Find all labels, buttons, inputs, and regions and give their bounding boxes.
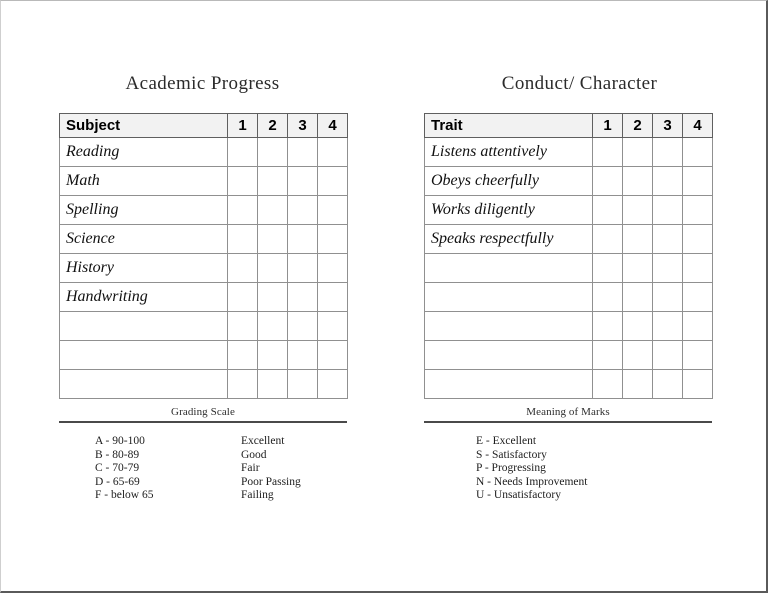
table-row bbox=[425, 283, 713, 312]
meaning-of-marks-items bbox=[424, 435, 712, 503]
legend-item: N - Needs Improvement bbox=[476, 475, 588, 488]
mark-cell-term-4[interactable] bbox=[683, 138, 713, 167]
mark-cell-term-3[interactable] bbox=[288, 138, 318, 167]
mark-cell-term-4[interactable] bbox=[318, 225, 348, 254]
mark-cell-term-1[interactable] bbox=[228, 312, 258, 341]
column-header-trait: Trait bbox=[425, 114, 593, 138]
mark-cell-term-3[interactable] bbox=[288, 225, 318, 254]
mark-cell-term-2[interactable] bbox=[258, 312, 288, 341]
mark-cell-term-4[interactable] bbox=[318, 370, 348, 399]
table-row bbox=[425, 341, 713, 370]
conduct-character-table bbox=[424, 113, 713, 399]
mark-cell-term-3[interactable] bbox=[653, 312, 683, 341]
academic-progress-table bbox=[59, 113, 348, 399]
mark-cell-term-2[interactable] bbox=[623, 138, 653, 167]
mark-cell-term-3[interactable] bbox=[288, 312, 318, 341]
table-row bbox=[60, 312, 348, 341]
table-row bbox=[60, 167, 348, 196]
trait-label-empty[interactable] bbox=[425, 341, 593, 370]
column-header-term-3: 3 bbox=[288, 114, 318, 138]
table-row bbox=[425, 312, 713, 341]
mark-cell-term-3[interactable] bbox=[653, 138, 683, 167]
subject-label-empty[interactable] bbox=[60, 341, 228, 370]
mark-cell-term-3[interactable] bbox=[653, 370, 683, 399]
column-header-term-4: 4 bbox=[683, 114, 713, 138]
grade-value: Good bbox=[241, 448, 267, 461]
legend-item bbox=[95, 462, 347, 476]
mark-cell-term-1[interactable] bbox=[228, 138, 258, 167]
mark-cell-term-2[interactable] bbox=[623, 225, 653, 254]
mark-cell-term-4[interactable] bbox=[318, 167, 348, 196]
column-header-subject: Subject bbox=[60, 114, 228, 138]
subject-label: Spelling bbox=[60, 196, 228, 225]
mark-cell-term-1[interactable] bbox=[228, 196, 258, 225]
mark-cell-term-4[interactable] bbox=[318, 254, 348, 283]
mark-cell-term-3[interactable] bbox=[653, 283, 683, 312]
table-row bbox=[60, 254, 348, 283]
grade-value: Failing bbox=[241, 489, 274, 501]
trait-label-empty[interactable] bbox=[425, 370, 593, 399]
mark-cell-term-1[interactable] bbox=[593, 370, 623, 399]
section-title-academic-progress: Academic Progress bbox=[125, 73, 280, 94]
mark-cell-term-1[interactable] bbox=[228, 370, 258, 399]
mark-cell-term-4[interactable] bbox=[683, 167, 713, 196]
mark-cell-term-1[interactable] bbox=[593, 283, 623, 312]
mark-cell-term-2[interactable] bbox=[623, 312, 653, 341]
trait-label-empty[interactable] bbox=[425, 283, 593, 312]
mark-cell-term-3[interactable] bbox=[653, 167, 683, 196]
table-header-row bbox=[425, 114, 713, 138]
column-header-term-2: 2 bbox=[623, 114, 653, 138]
mark-cell-term-3[interactable] bbox=[653, 341, 683, 370]
table-row bbox=[60, 283, 348, 312]
mark-cell-term-2[interactable] bbox=[623, 283, 653, 312]
table-row bbox=[425, 370, 713, 399]
mark-cell-term-2[interactable] bbox=[623, 196, 653, 225]
mark-cell-term-2[interactable] bbox=[623, 167, 653, 196]
mark-cell-term-4[interactable] bbox=[683, 283, 713, 312]
table-row bbox=[425, 138, 713, 167]
table-row bbox=[425, 167, 713, 196]
mark-cell-term-4[interactable] bbox=[318, 341, 348, 370]
mark-cell-term-4[interactable] bbox=[683, 370, 713, 399]
table-row bbox=[60, 370, 348, 399]
grade-value: Fair bbox=[241, 462, 260, 474]
grading-scale-title: Grading Scale bbox=[171, 406, 235, 418]
mark-cell-term-2[interactable] bbox=[258, 225, 288, 254]
legend-item bbox=[95, 476, 347, 490]
mark-cell-term-2[interactable] bbox=[258, 138, 288, 167]
column-header-term-2: 2 bbox=[258, 114, 288, 138]
mark-cell-term-2[interactable] bbox=[623, 341, 653, 370]
mark-cell-term-2[interactable] bbox=[258, 283, 288, 312]
mark-cell-term-3[interactable] bbox=[288, 370, 318, 399]
mark-cell-term-4[interactable] bbox=[683, 254, 713, 283]
mark-cell-term-2[interactable] bbox=[258, 370, 288, 399]
mark-cell-term-4[interactable] bbox=[318, 196, 348, 225]
mark-cell-term-1[interactable] bbox=[228, 341, 258, 370]
mark-cell-term-4[interactable] bbox=[683, 225, 713, 254]
subject-label: Reading bbox=[60, 138, 228, 167]
mark-cell-term-1[interactable] bbox=[593, 196, 623, 225]
meaning-of-marks-divider bbox=[424, 421, 712, 423]
grading-scale-items bbox=[59, 435, 347, 503]
mark-cell-term-1[interactable] bbox=[228, 283, 258, 312]
grade-key: F - below 65 bbox=[95, 489, 154, 501]
grade-key: B - 80-89 bbox=[95, 448, 140, 461]
table-row bbox=[60, 196, 348, 225]
section-title-conduct-character: Conduct/ Character bbox=[501, 73, 658, 94]
mark-cell-term-4[interactable] bbox=[683, 341, 713, 370]
meaning-of-marks-legend bbox=[424, 405, 712, 503]
column-header-term-1: 1 bbox=[228, 114, 258, 138]
legend-item: E - Excellent bbox=[476, 435, 537, 447]
table-row bbox=[425, 225, 713, 254]
subject-label: History bbox=[60, 254, 228, 283]
grade-key: C - 70-79 bbox=[95, 462, 140, 474]
trait-label: Works diligently bbox=[425, 196, 593, 225]
mark-cell-term-1[interactable] bbox=[593, 341, 623, 370]
mark-cell-term-1[interactable] bbox=[593, 312, 623, 341]
mark-cell-term-3[interactable] bbox=[288, 341, 318, 370]
mark-cell-term-4[interactable] bbox=[318, 283, 348, 312]
section-academic-progress bbox=[1, 1, 384, 561]
table-row bbox=[425, 196, 713, 225]
mark-cell-term-3[interactable] bbox=[288, 196, 318, 225]
subject-label: Science bbox=[60, 225, 228, 254]
grading-scale-legend bbox=[59, 405, 347, 503]
table-row bbox=[60, 138, 348, 167]
meaning-of-marks-title: Meaning of Marks bbox=[526, 406, 610, 418]
trait-label: Obeys cheerfully bbox=[425, 167, 593, 196]
mark-cell-term-4[interactable] bbox=[683, 312, 713, 341]
grade-key: D - 65-69 bbox=[95, 475, 140, 488]
mark-cell-term-2[interactable] bbox=[258, 254, 288, 283]
legend-item: P - Progressing bbox=[476, 462, 546, 474]
mark-cell-term-3[interactable] bbox=[288, 283, 318, 312]
table-row bbox=[60, 341, 348, 370]
mark-cell-term-3[interactable] bbox=[653, 225, 683, 254]
mark-cell-term-3[interactable] bbox=[653, 254, 683, 283]
legend-item bbox=[95, 489, 347, 503]
column-header-term-4: 4 bbox=[318, 114, 348, 138]
mark-cell-term-1[interactable] bbox=[593, 167, 623, 196]
grade-value: Excellent bbox=[241, 435, 285, 447]
mark-cell-term-2[interactable] bbox=[623, 254, 653, 283]
column-header-term-1: 1 bbox=[593, 114, 623, 138]
mark-cell-term-2[interactable] bbox=[258, 167, 288, 196]
column-header-term-3: 3 bbox=[653, 114, 683, 138]
mark-cell-term-2[interactable] bbox=[258, 196, 288, 225]
mark-cell-term-1[interactable] bbox=[593, 225, 623, 254]
subject-label: Handwriting bbox=[60, 283, 228, 312]
mark-cell-term-3[interactable] bbox=[288, 167, 318, 196]
grading-scale-divider bbox=[59, 421, 347, 423]
trait-label-empty[interactable] bbox=[425, 254, 593, 283]
grade-value: Poor Passing bbox=[241, 475, 301, 488]
legend-item: S - Satisfactory bbox=[476, 448, 547, 461]
mark-cell-term-3[interactable] bbox=[288, 254, 318, 283]
legend-item bbox=[95, 435, 347, 449]
legend-item: U - Unsatisfactory bbox=[476, 489, 561, 501]
mark-cell-term-1[interactable] bbox=[593, 138, 623, 167]
mark-cell-term-4[interactable] bbox=[683, 196, 713, 225]
subject-label-empty[interactable] bbox=[60, 370, 228, 399]
table-row bbox=[425, 254, 713, 283]
mark-cell-term-1[interactable] bbox=[593, 254, 623, 283]
mark-cell-term-2[interactable] bbox=[623, 370, 653, 399]
table-row bbox=[60, 225, 348, 254]
subject-label: Math bbox=[60, 167, 228, 196]
table-header-row bbox=[60, 114, 348, 138]
mark-cell-term-4[interactable] bbox=[318, 312, 348, 341]
mark-cell-term-2[interactable] bbox=[258, 341, 288, 370]
grade-key: A - 90-100 bbox=[95, 435, 145, 447]
section-conduct-character bbox=[384, 1, 767, 561]
trait-label: Listens attentively bbox=[425, 138, 593, 167]
mark-cell-term-1[interactable] bbox=[228, 225, 258, 254]
mark-cell-term-1[interactable] bbox=[228, 167, 258, 196]
trait-label: Speaks respectfully bbox=[425, 225, 593, 254]
subject-label-empty[interactable] bbox=[60, 312, 228, 341]
section-columns bbox=[1, 1, 767, 561]
mark-cell-term-3[interactable] bbox=[653, 196, 683, 225]
trait-label-empty[interactable] bbox=[425, 312, 593, 341]
mark-cell-term-1[interactable] bbox=[228, 254, 258, 283]
mark-cell-term-4[interactable] bbox=[318, 138, 348, 167]
legend-item bbox=[95, 449, 347, 463]
